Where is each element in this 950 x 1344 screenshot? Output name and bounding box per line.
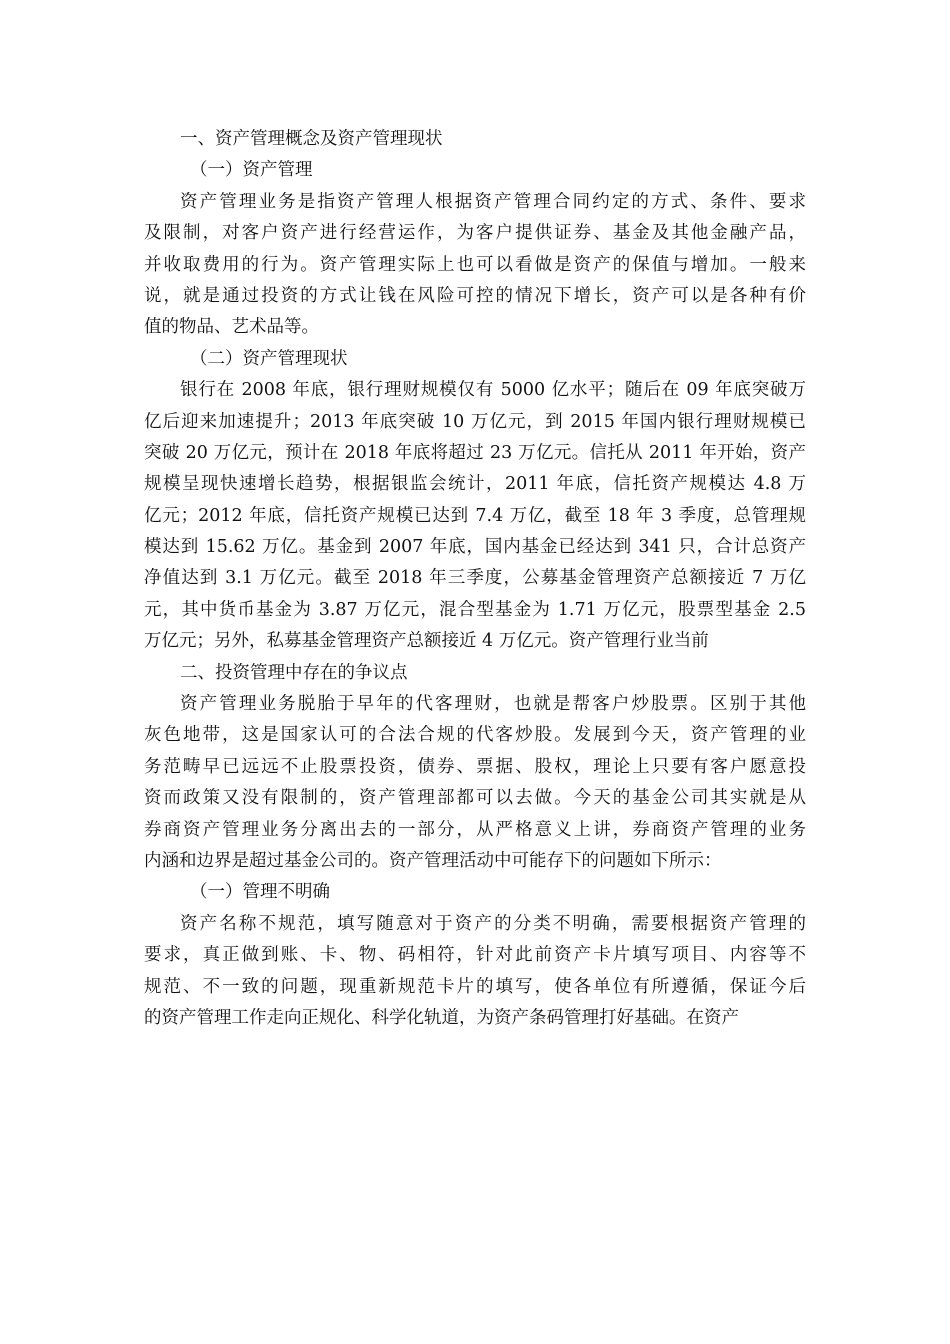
paragraph-line: 并收取费用的行为。资产管理实际上也可以看做是资产的保值与增加。一般来 — [144, 254, 806, 275]
paragraph-asset-management-definition — [144, 187, 806, 344]
paragraph-asset-management-status — [144, 375, 806, 658]
section-heading-1 — [144, 124, 806, 155]
subsection-heading-2-1 — [144, 877, 806, 908]
paragraph-line: 资而政策又没有限制的，资产管理部都可以去做。今天的基金公司其实就是从 — [144, 788, 806, 809]
heading-text: 一、资产管理概念及资产管理现状 — [180, 129, 443, 149]
paragraph-line: 灰色地带，这是国家认可的合法合规的代客炒股。发展到今天，资产管理的业 — [144, 725, 806, 746]
paragraph-line: 资产管理业务是指资产管理人根据资产管理合同约定的方式、条件、要求 — [180, 191, 806, 212]
paragraph-line: 万亿元；另外，私募基金管理资产总额接近 4 万亿元。资产管理行业当前 — [144, 631, 709, 652]
paragraph-line: 银行在 2008 年底，银行理财规模仅有 5000 亿水平；随后在 09 年底突破万 — [180, 380, 806, 401]
document-body — [144, 124, 806, 1034]
paragraph-line: 规范、不一致的问题，现重新规范卡片的填写，使各单位有所遵循，保证今后 — [144, 976, 806, 997]
paragraph-line: 突破 20 万亿元，预计在 2018 年底将超过 23 万亿元。信托从 2011 年开始，资产 — [144, 442, 806, 463]
subsection-heading-1-1 — [144, 155, 806, 186]
heading-text: 二、投资管理中存在的争议点 — [180, 662, 408, 683]
paragraph-line: 及限制，对客户资产进行经营运作，为客户提供证券、基金及其他金融产品， — [144, 223, 806, 244]
subheading-text: （一）管理不明确 — [190, 882, 330, 903]
paragraph-line: 亿元；2012 年底，信托资产规模已达到 7.4 万亿，截至 18 年 3 季度，总管理规 — [144, 505, 806, 526]
paragraph-line: 净值达到 3.1 万亿元。截至 2018 年三季度，公募基金管理资产总额接近 7 万亿 — [144, 568, 806, 589]
paragraph-line: 资产名称不规范，填写随意对于资产的分类不明确，需要根据资产管理的 — [180, 913, 806, 934]
paragraph-line: 亿后迎来加速提升；2013 年底突破 10 万亿元，到 2015 年国内银行理财规模已 — [144, 411, 806, 432]
paragraph-line: 模达到 15.62 万亿。基金到 2007 年底，国内基金已经达到 341 只，合计总资产 — [144, 537, 806, 558]
paragraph-line: 规模呈现快速增长趋势，根据银监会统计，2011 年底，信托资产规模达 4.8 万 — [144, 474, 806, 495]
section-heading-2 — [144, 658, 806, 689]
paragraph-line: 券商资产管理业务分离出去的一部分，从严格意义上讲，券商资产管理的业务 — [144, 819, 806, 840]
subheading-text: （二）资产管理现状 — [190, 348, 348, 369]
paragraph-line: 资产管理业务脱胎于早年的代客理财，也就是帮客户炒股票。区别于其他 — [180, 694, 806, 715]
paragraph-line: 内涵和边界是超过基金公司的。资产管理活动中可能存下的问题如下所示： — [144, 850, 722, 871]
paragraph-unclear-management — [144, 909, 806, 1035]
paragraph-line: 说，就是通过投资的方式让钱在风险可控的情况下增长，资产可以是各种有价 — [144, 285, 806, 306]
subheading-text: （一）资产管理 — [190, 160, 313, 181]
paragraph-controversy — [144, 689, 806, 877]
paragraph-line: 务范畴早已远远不止股票投资，债券、票据、股权，理论上只要有客户愿意投 — [144, 756, 806, 777]
subsection-heading-1-2 — [144, 344, 806, 375]
paragraph-line: 元，其中货币基金为 3.87 万亿元，混合型基金为 1.71 万亿元，股票型基金 2.5 — [144, 599, 806, 620]
paragraph-line: 要求，真正做到账、卡、物、码相符，针对此前资产卡片填写项目、内容等不 — [144, 945, 806, 966]
paragraph-line: 的资产管理工作走向正规化、科学化轨道，为资产条码管理打好基础。在资产 — [144, 1007, 739, 1028]
paragraph-line: 值的物品、艺术品等。 — [144, 317, 319, 338]
